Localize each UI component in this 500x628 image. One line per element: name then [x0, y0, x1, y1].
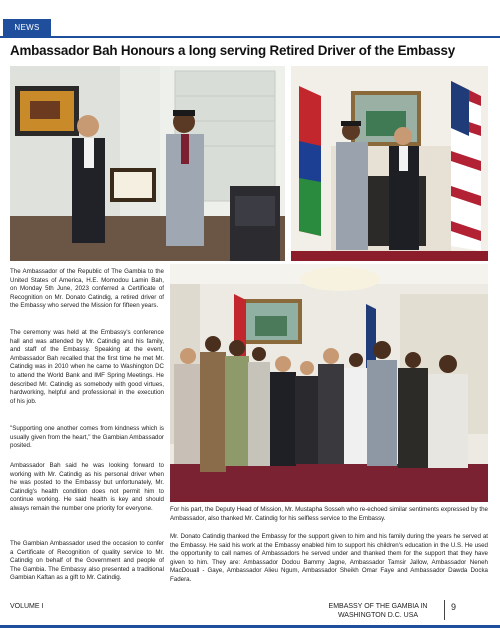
- top-rule: [0, 36, 500, 38]
- body-paragraph-1: The Ambassador of the Republic of The Gambia to the United States of America, H.E. Momodou Lamin Bah, on Monday 5th June, 2023 conferred a Certificate of Recognition on Mr. Donato Catindig, a retired driver of the Embassy who served the Mission for fifteen years.: [10, 268, 164, 310]
- page-number: 9: [451, 602, 457, 612]
- footer-publisher: [318, 602, 438, 620]
- body-paragraph-5: The Gambian Ambassador used the occasion to confer a Certificate of Recognition of quality service to Mr. Catindig on behalf of the Government and people of The Gambia. The Embassy also presented a traditional Gambian Kaftan as a gift to Mr. Catindig.: [10, 540, 164, 582]
- photo-group: [170, 264, 488, 502]
- footer-volume: VOLUME I: [10, 603, 44, 610]
- caption-paragraph-2: Mr. Donato Catindig thanked the Embassy for the support given to him and his family during the years he served at the Embassy. He said his work at the Embassy enabled him to support his children's education in the U.S. He used the opportunity to call names of Ambassadors he served under and thanked them for the support that they have given to him. They are: Ambassador Dodou Bammy Jagne, Ambassador Tamsir Jallow, Ambassador Neneh MacDouall - Gaye, Ambassador Alieu Ngum, Ambassador Sheikh Omar Faye and Ambassador Dawda Docka Fadera.: [170, 533, 488, 583]
- headline: Ambassador Bah Honours a long serving Retired Driver of the Embassy: [10, 43, 455, 58]
- section-tag: NEWS: [3, 19, 51, 36]
- footer-separator: [444, 600, 445, 620]
- footer-publisher-line1: EMBASSY OF THE GAMBIA IN: [328, 603, 428, 610]
- footer-publisher-line2: WASHINGTON D.C. USA: [337, 612, 419, 619]
- body-paragraph-2: The ceremony was held at the Embassy's conference hall and was attended by Mr. Catindig and his family, and staff of the Embassy. Speaking at the event, Ambassador Bah recalled that the first time he met Mr. Catindig was in 2010 when he came to Washington DC to attend the World Bank and IMF Spring Meetings. He described Mr. Catindig as somebody with good virtues, hardworking, helpful and professional in the execution of his job.: [10, 329, 164, 405]
- body-paragraph-4: Ambassador Bah said he was looking forward to working with Mr. Catindig as his personal driver when he was posted to the Embassy but unfortunately, Mr. Catindig's health condition does not permit him to continue working. He said health is key and should always remain the number one priority for everyone.: [10, 462, 164, 512]
- photo-certificate-presentation: [10, 66, 285, 261]
- photo-handshake: [291, 66, 488, 261]
- body-quote: "Supporting one another comes from kindness which is usually given from the heart," the Gambian Ambassador posited.: [10, 425, 164, 450]
- caption-paragraph-1: For his part, the Deputy Head of Mission, Mr. Mustapha Sosseh who re-echoed similar sentiments expressed by the Ambassador, also thanked Mr. Catindig for his selfless service to the Embassy.: [170, 506, 488, 522]
